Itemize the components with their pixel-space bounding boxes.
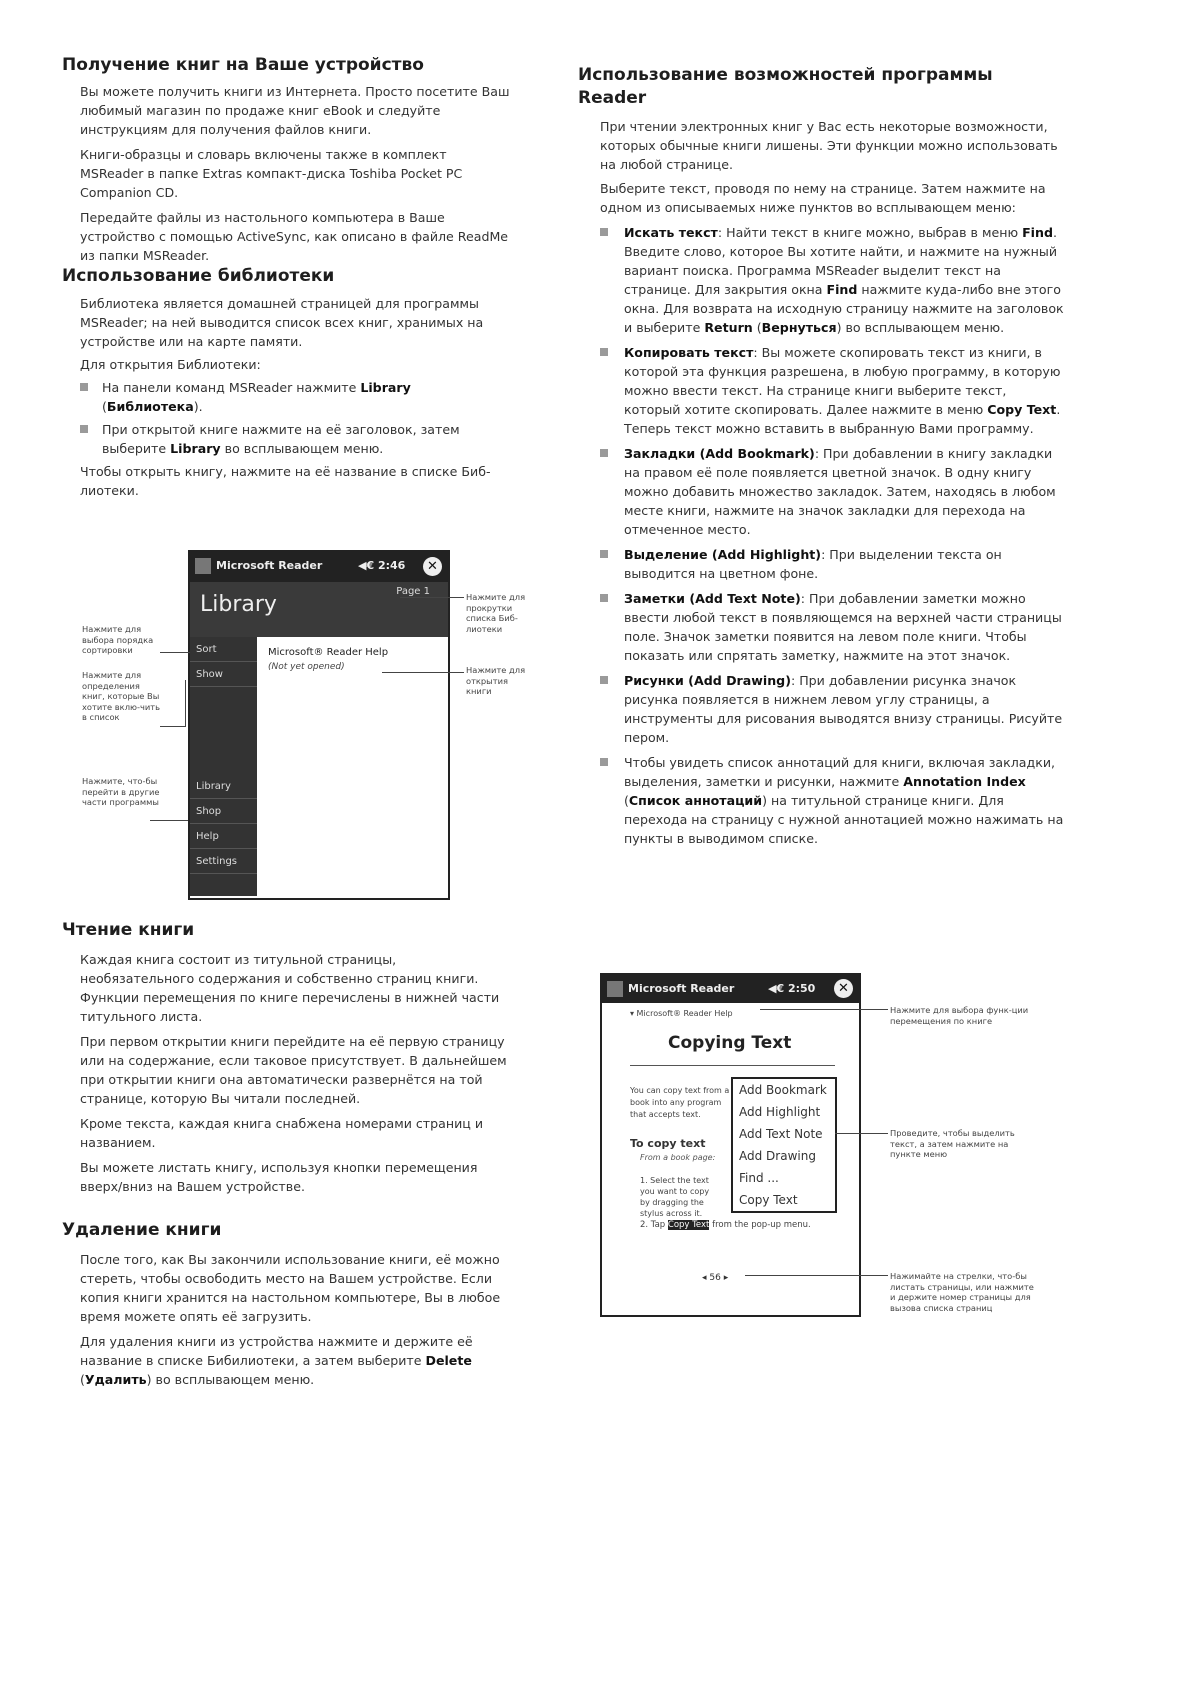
paragraph: Каждая книга состоит из титульной страницы, необязательного содержания и собственно страниц книги. Функции перемещения по книге перечислены в нижней части титульного листа. bbox=[80, 952, 500, 1024]
paragraph: При первом открытии книги перейдите на её первую страницу или на содержание, если таковое присутствует. В дальнейшем при открытии книги она автоматически развернётся на той странице, которую Вы читали последней. bbox=[80, 1034, 507, 1106]
callout-line bbox=[160, 652, 190, 653]
callout-show: Нажмите для определения книг, которые Вы хотите вклю-чить в список bbox=[82, 670, 160, 723]
menu-item-library[interactable]: Library bbox=[190, 774, 257, 799]
body-text: From a book page: bbox=[640, 1153, 716, 1162]
paragraph: Книги-образцы и словарь включены также в комплект MSReader в папке Extras компакт-диска Toshiba Pocket PC Companion CD. bbox=[80, 147, 463, 200]
bullet-icon bbox=[600, 594, 608, 602]
step-2: 2. Tap Copy Text from the pop-up menu. bbox=[640, 1220, 811, 1230]
menu-add-highlight[interactable]: Add Highlight bbox=[739, 1105, 821, 1119]
paragraph: Кроме текста, каждая книга снабжена номерами страниц и названием. bbox=[80, 1116, 484, 1150]
clock: ◀€ 2:50 bbox=[768, 982, 816, 995]
menu-add-text-note[interactable]: Add Text Note bbox=[739, 1127, 823, 1141]
page-title: Library bbox=[200, 592, 277, 617]
callout-line bbox=[745, 1275, 888, 1276]
menu-add-drawing[interactable]: Add Drawing bbox=[739, 1149, 816, 1163]
book-navigation[interactable]: ▾ Microsoft® Reader Help bbox=[630, 1009, 733, 1018]
menu-item-show[interactable]: Show bbox=[190, 662, 257, 687]
bullet-icon bbox=[600, 676, 608, 684]
app-title: Microsoft Reader bbox=[628, 982, 735, 995]
book-list-item[interactable] bbox=[268, 647, 438, 672]
paragraph: Чтобы открыть книгу, нажмите на её название в списке Биб-лиотеки. bbox=[80, 464, 491, 498]
paragraph: Вы можете получить книги из Интернета. Просто посетите Ваш любимый магазин по продаже книг eBook и следуйте инструкциям для получения файлов книги. bbox=[80, 84, 510, 137]
callout-line bbox=[400, 597, 464, 598]
list-item: Закладки (Add Bookmark): При добавлении в книгу закладки на правом её поле появляется цветной значок. В одну книгу можно добавить множество закладок. Затем, находясь в любом месте книги, нажмите на значок закладки для перехода на отмеченное место. bbox=[600, 444, 1066, 539]
heading-reading: Чтение книги bbox=[62, 920, 195, 940]
copying-text-screenshot bbox=[600, 973, 861, 1317]
command-menu bbox=[190, 637, 257, 896]
windows-flag-icon bbox=[195, 558, 211, 574]
paragraph: При чтении электронных книг у Вас есть некоторые возможности, которых обычные книги лишены. Эти функции можно использовать на любой странице. bbox=[600, 119, 1058, 172]
heading-get-books: Получение книг на Ваше устройство bbox=[62, 55, 424, 75]
context-menu bbox=[731, 1077, 837, 1213]
page-indicator[interactable]: Page 1 bbox=[396, 586, 430, 597]
callout-select: Проведите, чтобы выделить текст, а затем нажмите на пункте меню bbox=[890, 1128, 1015, 1160]
callout-page: Нажмите для прокрутки списка Биб-лиотеки bbox=[466, 592, 526, 634]
bullet-icon bbox=[600, 449, 608, 457]
list-item: Копировать текст: Вы можете скопировать текст из книги, в которой эта функция разрешена, в любую программу, в которую можно ввести текст. На странице книги выберите текст, который хотите скопировать. Далее нажмите в меню Copy Text. Теперь текст можно вставить в выбранную Вами программу. bbox=[600, 343, 1066, 438]
list-item: Рисунки (Add Drawing): При добавлении рисунка значок рисунка появляется в нижнем левом углу страницы, а инструменты для рисования выводятся внизу страницы. Рисуйте пером. bbox=[600, 671, 1066, 747]
list-item: На панели команд MSReader нажмите Library (Библиотека). bbox=[80, 378, 512, 416]
menu-item-settings[interactable]: Settings bbox=[190, 849, 257, 874]
paragraph: Для удаления книги из устройства нажмите и держите её название в списке Бибилиотеки, а затем выберите Delete (Удалить) во всплывающем меню. bbox=[80, 1334, 473, 1387]
page-heading: Copying Text bbox=[668, 1033, 792, 1053]
callout-line bbox=[150, 820, 188, 821]
callout-line bbox=[160, 726, 185, 727]
list-item: Выделение (Add Highlight): При выделении текста он выводится на цветном фоне. bbox=[600, 545, 1066, 583]
bullet-icon bbox=[600, 348, 608, 356]
clock: ◀€ 2:46 bbox=[358, 559, 406, 572]
callout-open: Нажмите для открытия книги bbox=[466, 665, 526, 697]
menu-copy-text[interactable]: Copy Text bbox=[739, 1193, 798, 1207]
bullet-icon bbox=[600, 758, 608, 766]
bullet-icon bbox=[600, 550, 608, 558]
paragraph: Вы можете листать книгу, используя кнопки перемещения вверх/вниз на Вашем устройстве. bbox=[80, 1160, 478, 1194]
bullet-icon bbox=[600, 228, 608, 236]
body-text: You can copy text from a book into any program that accepts text. bbox=[630, 1086, 730, 1119]
bullet-icon bbox=[80, 383, 88, 391]
paragraph: Библиотека является домашней страницей для программы MSReader; на ней выводится список всех книг, хранимых на устройстве или на карте памяти. bbox=[80, 296, 484, 349]
page-number[interactable]: ◂ 56 ▸ bbox=[702, 1273, 729, 1283]
menu-item-sort[interactable]: Sort bbox=[190, 637, 257, 662]
subheading: To copy text bbox=[630, 1137, 706, 1150]
paragraph: Выберите текст, проводя по нему на странице. Затем нажмите на одном из описываемых ниже пунктов во всплывающем меню: bbox=[600, 181, 1046, 215]
heading-delete: Удаление книги bbox=[62, 1220, 222, 1240]
library-screenshot bbox=[188, 550, 450, 900]
menu-find[interactable]: Find ... bbox=[739, 1171, 779, 1185]
library-header bbox=[190, 582, 448, 637]
callout-line bbox=[760, 1009, 888, 1010]
list-item: Чтобы увидеть список аннотаций для книги, включая закладки, выделения, заметки и рисунки, нажмите Annotation Index (Список аннотаций) на титульной странице книги. Для перехода на страницу с нужной аннотацией можно нажимать на пункты в выводимом списке. bbox=[600, 753, 1066, 848]
selected-text[interactable]: Copy Text bbox=[667, 1220, 710, 1230]
callout-pages: Нажимайте на стрелки, что-бы листать страницы, или нажмите и держите номер страницы для вызова списка страниц bbox=[890, 1271, 1034, 1313]
title-bar bbox=[602, 975, 859, 1003]
book-title: Microsoft® Reader Help bbox=[268, 647, 389, 658]
callout-line bbox=[382, 672, 464, 673]
menu-item-shop[interactable]: Shop bbox=[190, 799, 257, 824]
step-1: 1. Select the text you want to copy by dragging the stylus across it. bbox=[640, 1176, 710, 1218]
list-item: Искать текст: Найти текст в книге можно, выбрав в меню Find. Введите слово, которое Вы хотите найти, и нажмите на нужный вариант поиска. Программа MSReader выделит текст на странице. Для закрытия окна Find нажмите куда-либо вне этого окна. Для возврата на исходную страницу нажмите на заголовок и выберите Return (Вернуться) во всплывающем меню. bbox=[600, 223, 1066, 337]
menu-item-help[interactable]: Help bbox=[190, 824, 257, 849]
callout-menu: Нажмите, что-бы перейти в другие части программы bbox=[82, 776, 160, 808]
close-icon[interactable]: ✕ bbox=[423, 557, 442, 576]
paragraph: Передайте файлы из настольного компьютера в Ваше устройство с помощью ActiveSync, как описано в файле ReadMe из папки MSReader. bbox=[80, 210, 509, 263]
app-title: Microsoft Reader bbox=[216, 559, 323, 572]
list-item: При открытой книге нажмите на её заголовок, затем выберите Library во всплывающем меню. bbox=[80, 420, 512, 458]
callout-nav: Нажмите для выбора функ-ции перемещения по книге bbox=[890, 1005, 1029, 1026]
callout-line bbox=[185, 680, 186, 727]
book-status: (Not yet opened) bbox=[268, 662, 345, 672]
callout-line bbox=[835, 1133, 888, 1134]
bullet-icon bbox=[80, 425, 88, 433]
rule bbox=[630, 1065, 835, 1066]
heading-features: Использование возможностей программы Reader bbox=[578, 65, 993, 108]
paragraph: После того, как Вы закончили использование книги, её можно стереть, чтобы освободить место на Вашем устройстве. Если копия книги хранится на настольном компьютере, Вы в любое время можете опять её загрузить. bbox=[80, 1252, 501, 1324]
list-item: Заметки (Add Text Note): При добавлении заметки можно ввести любой текст в появляющемся на верхней части страницы поле. Значок заметки появится на левом поле книги. Чтобы показать или спрятать заметку, нажмите на этот значок. bbox=[600, 589, 1066, 665]
heading-library: Использование библиотеки bbox=[62, 266, 335, 286]
title-bar bbox=[190, 552, 448, 582]
windows-flag-icon bbox=[607, 981, 623, 997]
callout-sort: Нажмите для выбора порядка сортировки bbox=[82, 624, 154, 656]
paragraph: Для открытия Библиотеки: bbox=[80, 357, 261, 372]
menu-add-bookmark[interactable]: Add Bookmark bbox=[739, 1083, 827, 1097]
close-icon[interactable]: ✕ bbox=[834, 979, 853, 998]
